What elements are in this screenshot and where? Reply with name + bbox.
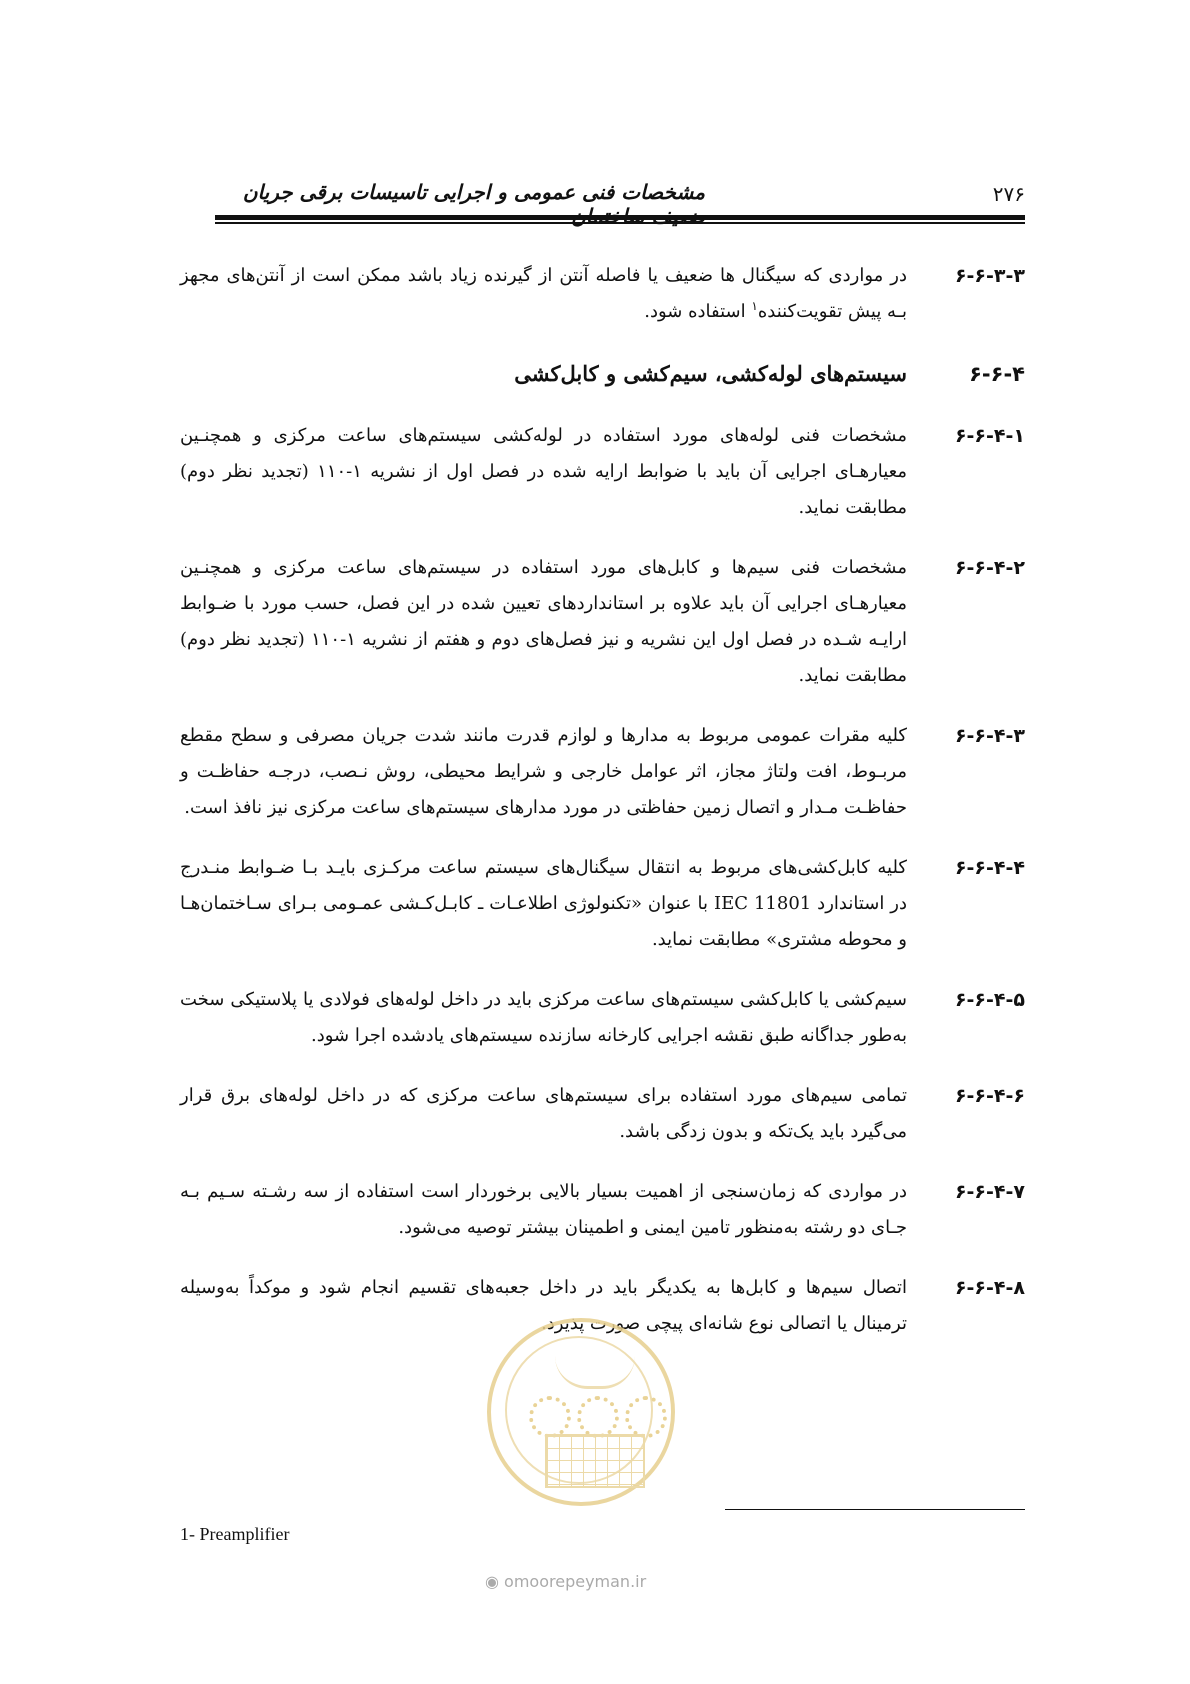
clause-text: مشخصات فنی لوله‌های مورد استفاده در لوله‌کشی سیستم‌های ساعت مرکزی و همچنـین معیارهـای اجرایی آن باید با ضوابط ارایه شده در فصل اول از نشریه ۱-۱۱۰ (تجدید نظر دوم) مطابقت نماید. — [180, 425, 907, 518]
page-header — [215, 176, 1025, 216]
clause-number: ۶-۶-۴-۷ — [954, 1181, 1025, 1203]
clause-text: اتصال سیم‌ها و کابل‌ها به یکدیگر باید در داخل جعبه‌های تقسیم انجام شود و موکداً به‌وسیله ترمینال یا اتصالی نوع شانه‌ای پیچی صورت پذیرد. — [180, 1277, 907, 1334]
watermark-url: ◉ omoorepeyman.ir — [485, 1572, 647, 1591]
clause-6-6-4-4 — [180, 850, 1025, 958]
section-title: سیستم‌های لوله‌کشی، سیم‌کشی و کابل‌کشی — [514, 361, 907, 386]
clause-text: تمامی سیم‌های مورد استفاده برای سیستم‌های ساعت مرکزی که در داخل لوله‌های برق قرار می‌گیرد باید یک‌تکه و بدون زدگی باشد. — [180, 1085, 907, 1142]
clause-6-6-4-1 — [180, 418, 1025, 526]
seal-grid-pattern — [545, 1434, 645, 1488]
clause-6-6-4-2 — [180, 550, 1025, 694]
clause-text: در مواردی که سیگنال ها ضعیف یا فاصله آنتن از گیرنده زیاد باشد ممکن است از آنتن‌های مجهز بـه پیش تقویت‌کننده$^۱$ استفاده شود. — [180, 265, 907, 322]
gear-icon — [529, 1396, 571, 1438]
gear-icon — [625, 1396, 667, 1438]
clause-number: ۶-۶-۴-۴ — [954, 857, 1025, 879]
clause-number: ۶-۶-۴-۲ — [954, 557, 1025, 579]
seal-script-mark — [555, 1356, 635, 1389]
page-number: ۲۷۶ — [992, 182, 1025, 206]
gear-icon — [577, 1396, 619, 1438]
header-title: مشخصات فنی عمومی و اجرایی تاسیسات برقی جریان — [242, 180, 705, 204]
footnote-reference: ۱ — [751, 299, 758, 313]
clause-number: ۶-۶-۳-۳ — [954, 265, 1025, 287]
header-rule-thick — [215, 215, 1025, 220]
footnote: 1- Preamplifier — [180, 1524, 290, 1544]
section-number: ۶-۶-۴ — [969, 362, 1025, 386]
watermark-seal-icon — [487, 1318, 675, 1506]
clause-number: ۶-۶-۴-۶ — [954, 1085, 1025, 1107]
clause-text: سیم‌کشی یا کابل‌کشی سیستم‌های ساعت مرکزی باید در داخل لوله‌های فولادی یا پلاستیکی سخت به‌طور جداگانه طبق نقشه اجرایی کارخانه سازنده سیستم‌های یادشده اجرا شود. — [180, 989, 907, 1046]
clause-number: ۶-۶-۴-۵ — [954, 989, 1025, 1011]
clause-number: ۶-۶-۴-۱ — [954, 425, 1025, 447]
clause-6-6-3-3 — [180, 258, 1025, 330]
clause-number: ۶-۶-۴-۳ — [954, 725, 1025, 747]
header-rule-thin — [215, 222, 1025, 224]
clause-text: کلیه کابل‌کشی‌های مربوط به انتقال سیگنال‌های سیستم ساعت مرکـزی بایـد بـا ضـوابط منـدرج در استاندارد IEC 11801 با عنوان «تکنولوژی اطلاعـات ـ کابـل‌کـشی عمـومی بـرای سـاختمان‌هـا و محوطه مشتری» مطابقت نماید. — [180, 857, 907, 950]
footnote-rule — [725, 1509, 1025, 1510]
clause-6-6-4-5 — [180, 982, 1025, 1054]
seal-ring — [505, 1336, 653, 1484]
document-body — [180, 258, 1025, 1366]
clause-text: مشخصات فنی سیم‌ها و کابل‌های مورد استفاده در سیستم‌های ساعت مرکزی و همچنـین معیارهـای اجرایی آن باید علاوه بر استانداردهای تعیین شده در این فصل، حسب مورد با ضـوابط ارایـه شـده در فصل اول این نشریه و نیز فصل‌های دوم و هفتم از نشریه ۱-۱۱۰ (تجدید نظر دوم) مطابقت نماید. — [180, 557, 907, 686]
clause-6-6-4-7 — [180, 1174, 1025, 1246]
clause-text: کلیه مقرات عمومی مربوط به مدارها و لوازم قدرت مانند شدت جریان مصرفی و سطح مقطع مربـوط، افت ولتاژ مجاز، اثر عوامل خارجی و شرایط محیطی، روش نـصب، درجـه حفاظـت و حفاظـت مـدار و اتصال زمین حفاظتی در مورد مدارهای سیستم‌های ساعت مرکزی نیز نافذ است. — [180, 725, 907, 818]
section-heading-6-6-4 — [180, 354, 1025, 394]
clause-6-6-4-3 — [180, 718, 1025, 826]
clause-6-6-4-6 — [180, 1078, 1025, 1150]
clause-text: در مواردی که زمان‌سنجی از اهمیت بسیار بالایی برخوردار است استفاده از سه رشـته سـیم بـه جـای دو رشته به‌منظور تامین ایمنی و اطمینان بیشتر توصیه می‌شود. — [180, 1181, 907, 1238]
clause-number: ۶-۶-۴-۸ — [954, 1277, 1025, 1299]
